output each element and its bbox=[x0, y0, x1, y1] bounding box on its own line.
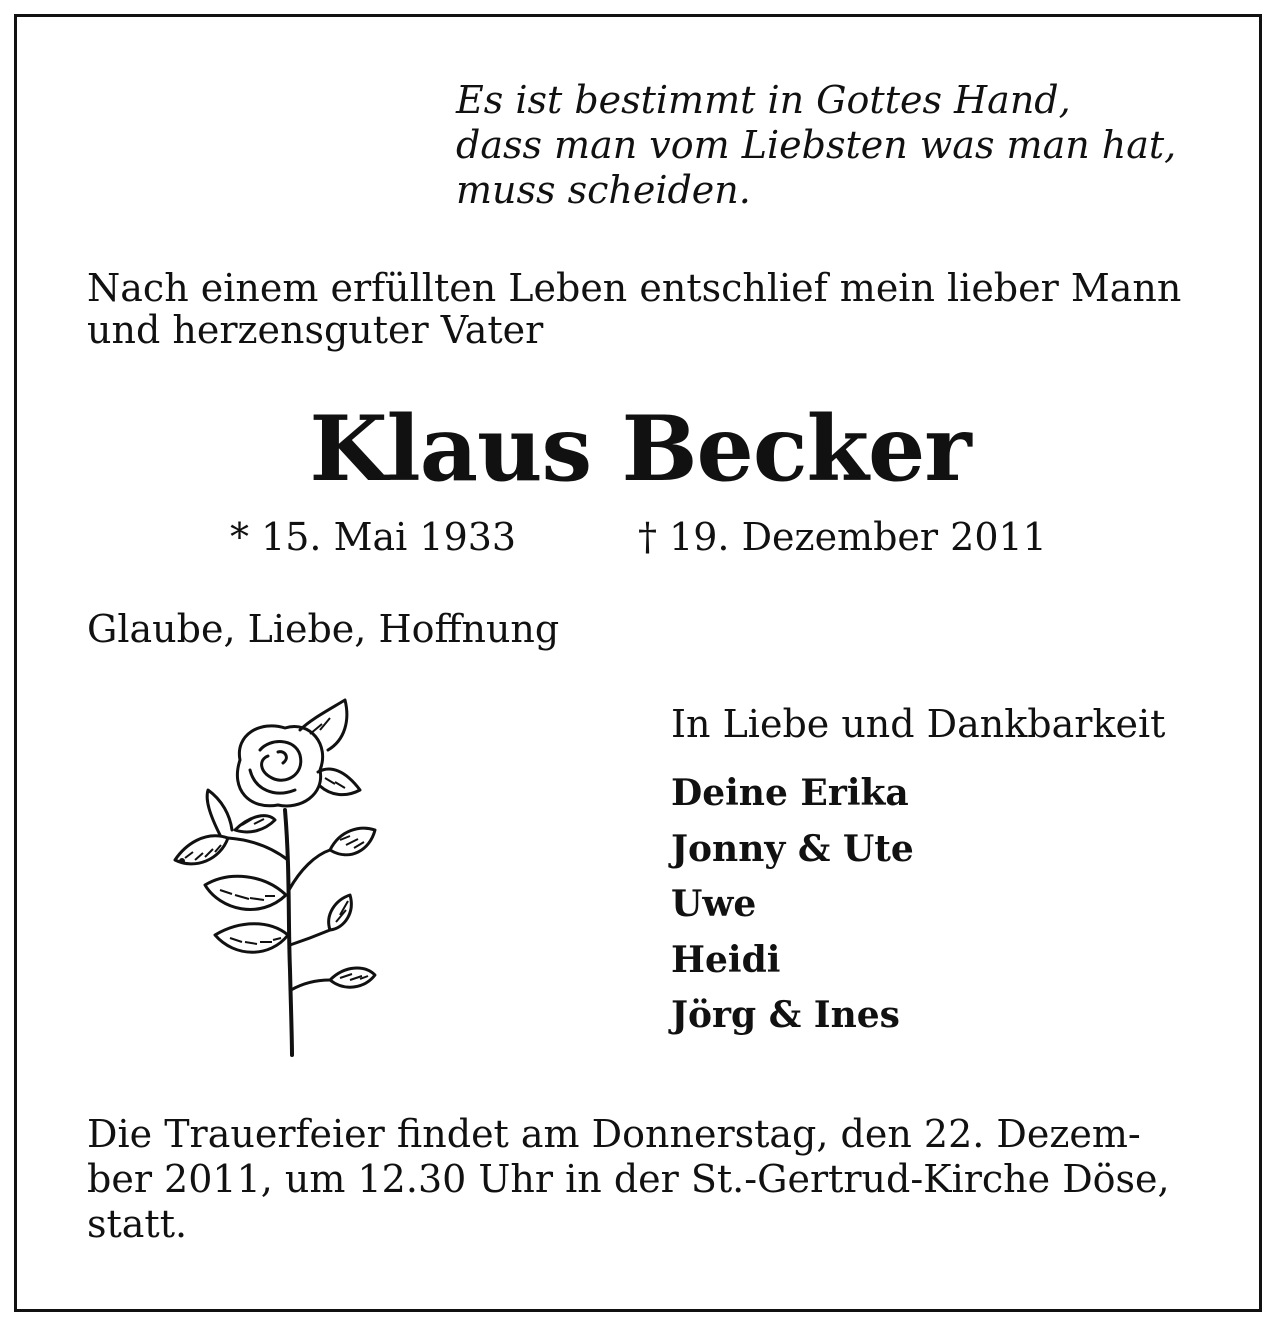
intro-line: Nach einem erfüllten Leben entschlief mein lieber Mann bbox=[87, 266, 1182, 310]
verse-line: dass man vom Liebsten was man hat, bbox=[456, 123, 1177, 167]
intro-line: und herzensguter Vater bbox=[87, 308, 544, 352]
service-line: ber 2011, um 12.30 Uhr in der St.-Gertrud-Kirche Döse, bbox=[87, 1157, 1170, 1201]
verse-line: Es ist bestimmt in Gottes Hand, bbox=[456, 78, 1071, 122]
verse-line: muss scheiden. bbox=[456, 168, 751, 212]
bible-verse bbox=[456, 78, 1176, 213]
mourner-name: Heidi bbox=[671, 938, 781, 981]
mourner-list bbox=[671, 766, 914, 1044]
funeral-service-notice bbox=[87, 1112, 1170, 1247]
mourner-name: Deine Erika bbox=[671, 772, 909, 814]
mourner-name: Jörg & Ines bbox=[671, 994, 900, 1036]
rose-icon bbox=[150, 690, 400, 1070]
death-date: † 19. Dezember 2011 bbox=[638, 515, 1047, 559]
intro-text bbox=[87, 267, 1181, 351]
birth-date: * 15. Mai 1933 bbox=[230, 515, 517, 559]
motto: Glaube, Liebe, Hoffnung bbox=[87, 607, 560, 651]
mourner-name: Uwe bbox=[671, 883, 757, 925]
service-line: Die Trauerfeier findet am Donnerstag, den 22. Dezem- bbox=[87, 1112, 1141, 1156]
mourner-name: Jonny & Ute bbox=[671, 827, 914, 870]
deceased-name: Klaus Becker bbox=[309, 396, 971, 502]
signoff: In Liebe und Dankbarkeit bbox=[671, 702, 1166, 746]
service-line: statt. bbox=[87, 1202, 188, 1246]
